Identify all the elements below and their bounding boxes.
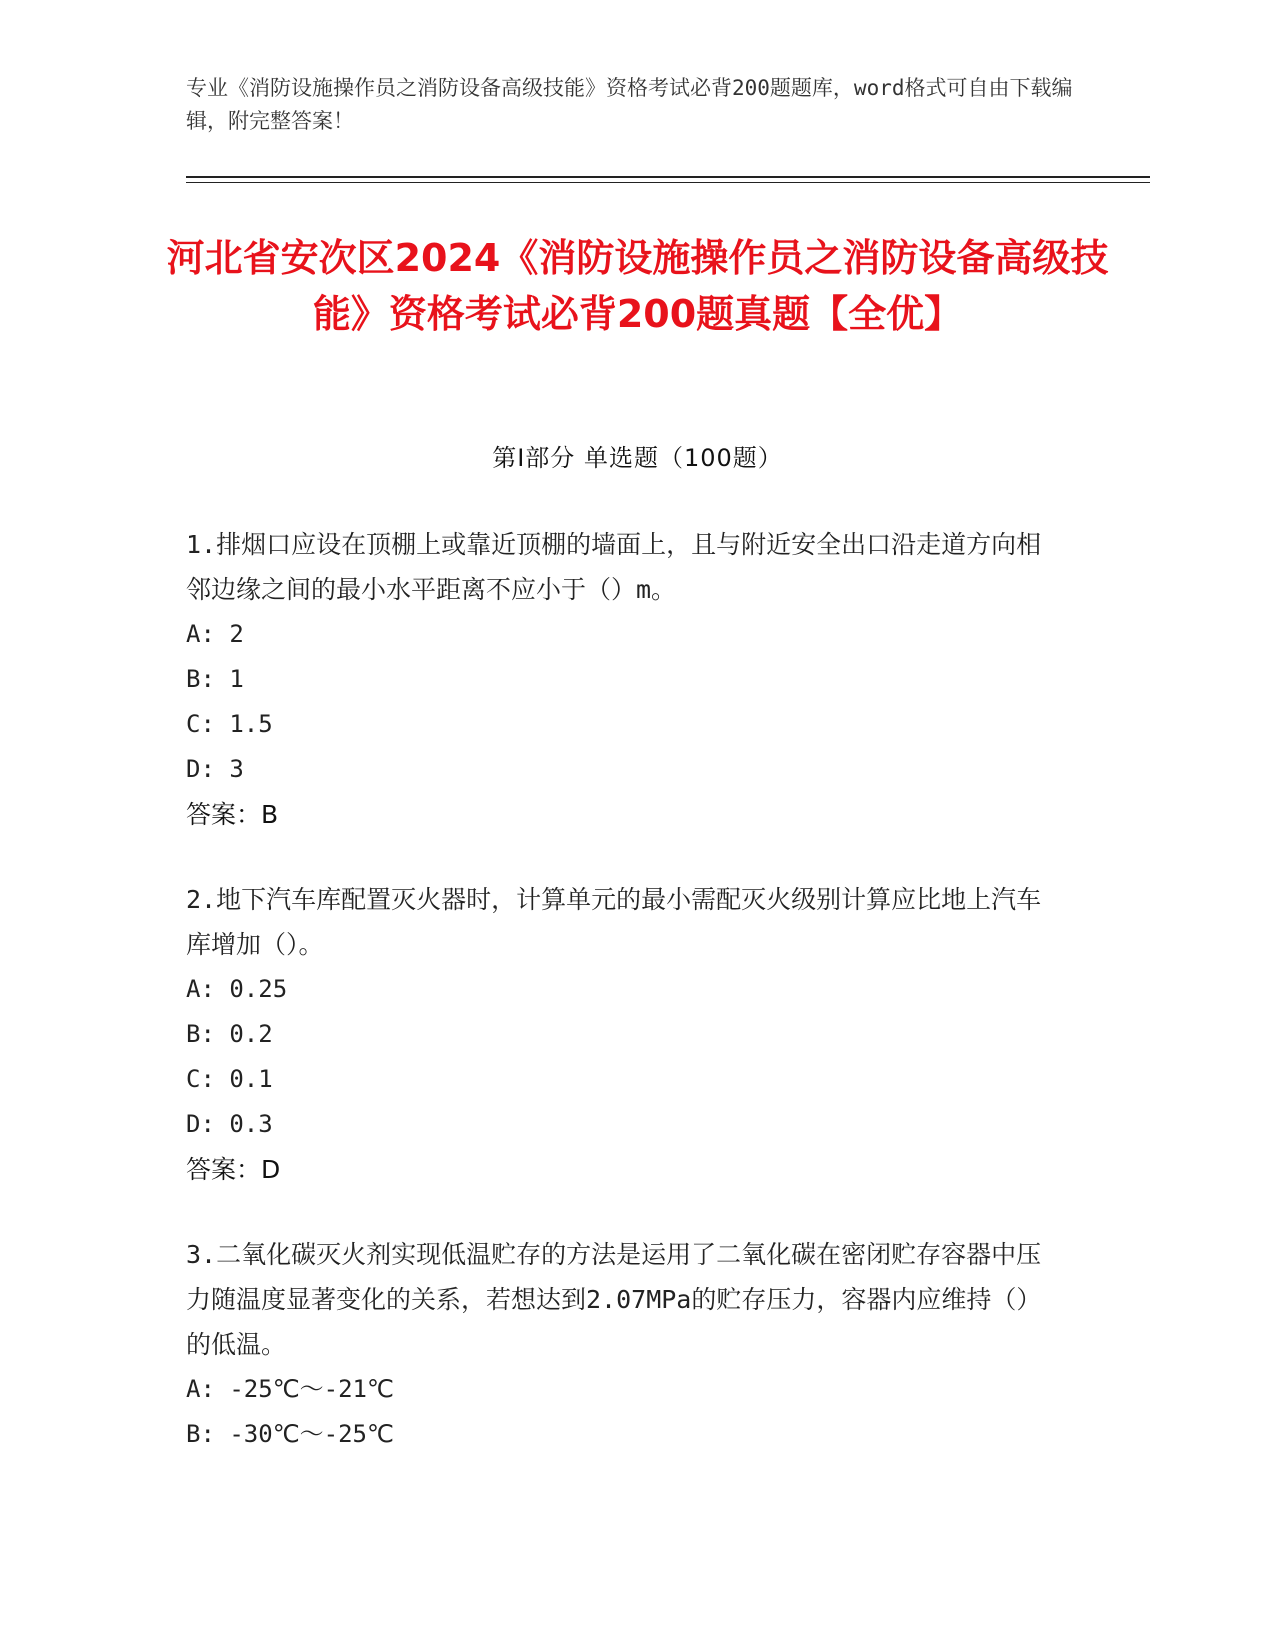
question-list: [186, 522, 1066, 1497]
question-3: [186, 1232, 1066, 1457]
option-d: D: 3: [186, 755, 244, 783]
option-b: B: 0.2: [186, 1020, 273, 1048]
option-a: A: -25℃～-21℃: [186, 1375, 394, 1403]
header-note: 专业《消防设施操作员之消防设备高级技能》资格考试必背200题题库，word格式可自由下载编辑，附完整答案！: [186, 76, 1073, 133]
option-a: A: 2: [186, 620, 244, 648]
question-stem: 1.排烟口应设在顶棚上或靠近顶棚的墙面上，且与附近安全出口沿走道方向相邻边缘之间的最小水平距离不应小于（）m。: [186, 530, 1042, 604]
section-title: 第I部分 单选题（100题）: [492, 444, 783, 472]
answer: 答案：B: [186, 800, 279, 829]
answer: 答案：D: [186, 1155, 281, 1184]
question-stem: 2.地下汽车库配置灭火器时，计算单元的最小需配灭火级别计算应比地上汽车库增加（）。: [186, 885, 1042, 959]
option-c: C: 0.1: [186, 1065, 273, 1093]
option-a: A: 0.25: [186, 975, 288, 1003]
question-2: [186, 877, 1066, 1192]
document-title: 河北省安次区2024《消防设施操作员之消防设备高级技能》资格考试必背200题真题【全优】: [166, 236, 1109, 336]
question-stem: 3.二氧化碳灭火剂实现低温贮存的方法是运用了二氧化碳在密闭贮存容器中压力随温度显著变化的关系，若想达到2.07MPa的贮存压力，容器内应维持（）的低温。: [186, 1240, 1042, 1359]
question-1: [186, 522, 1066, 837]
option-c: C: 1.5: [186, 710, 273, 738]
option-b: B: -30℃～-25℃: [186, 1420, 394, 1448]
option-b: B: 1: [186, 665, 244, 693]
header-divider-top: [186, 176, 1150, 178]
header-divider-bottom: [186, 182, 1150, 183]
option-d: D: 0.3: [186, 1110, 273, 1138]
